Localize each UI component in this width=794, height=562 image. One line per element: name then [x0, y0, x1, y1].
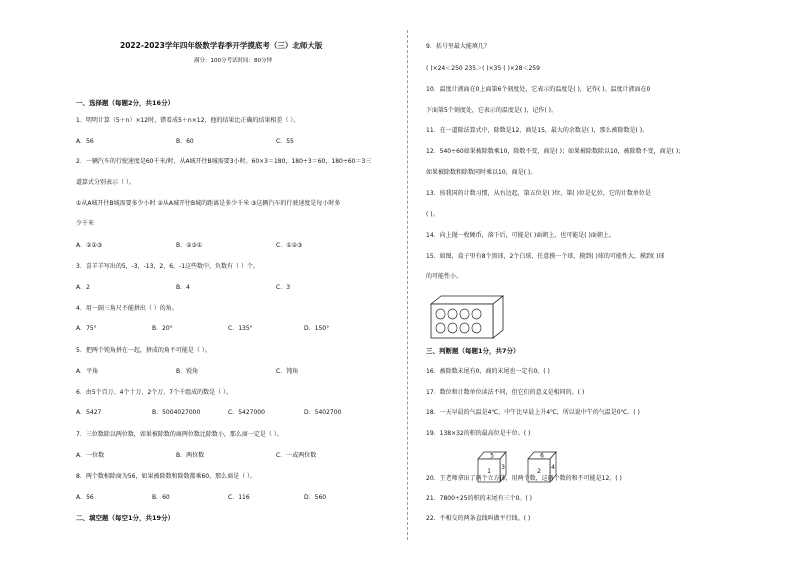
q3-option-a: A．2 — [76, 284, 90, 291]
q5-option-b: B．锐角 — [176, 368, 199, 375]
section-heading-judge: 三、判断题（每题1分，共7分） — [426, 347, 520, 355]
question-8: 8．两个数相除商为56，如果被除数和除数都乘60，那么商是（ ）。 — [76, 473, 256, 480]
question-20: 20．王老师拿出了两个立方体，用两个数，这两个数的和不可能是12。( ) — [426, 475, 622, 482]
q2-option-b: B．②③① — [176, 242, 203, 249]
q4-option-b: B．20° — [152, 325, 173, 332]
question-9-blanks: ( )×24＜250 235＞( )×35 ( )×28＜259 — [426, 65, 540, 72]
question-16: 16．被除数末尾有0，商的末尾也一定有0。( ) — [426, 368, 550, 375]
section-heading-choice: 一、选择题（每题2分，共16分） — [76, 99, 175, 107]
question-14: 14．向上抛一枚硬币，落下后，可能是( )面朝上，也可能是( )面朝上。 — [426, 232, 615, 239]
cube1-front-label: 1 — [487, 468, 491, 475]
q2-option-c: C．①②③ — [276, 242, 303, 249]
q6-option-c: C．5427000 — [228, 409, 265, 416]
question-12-line2: 如果被除数和除数同时乘以10，商是( )。 — [426, 169, 537, 176]
question-19: 19．138×32的积的最高位是千位。( ) — [426, 430, 531, 437]
page-divider — [407, 30, 408, 540]
question-15-line2: 的可能性小。 — [426, 273, 463, 280]
question-1: 1．明明计算（5＋n）×12时，错看成5＋n×12，他的结果比正确的结果相差（ ）。 — [76, 117, 300, 124]
q4-option-c: C．135° — [228, 325, 253, 332]
question-4: 4．用一副三角尺不能拼出（ ）的角。 — [76, 305, 178, 312]
question-5: 5．把两个钝角拼在一起，拼成的角不可能是（ ）。 — [76, 347, 211, 354]
q5-option-c: C．钝角 — [276, 368, 299, 375]
q1-option-b: B．60 — [176, 138, 194, 145]
cube1-side-label: 3 — [501, 464, 505, 471]
question-7: 7．三位数除以两位数，如果被除数的商两位数比除数小，那么商一定是（ ）。 — [76, 431, 283, 438]
q1-option-c: C．55 — [276, 138, 294, 145]
question-11: 11．在一道除法算式中，除数是12，商是15，最大的余数是( )，那么被除数是( )。 — [426, 127, 649, 134]
q1-option-a: A．56 — [76, 138, 94, 145]
question-2-line2: 道算式分别表示（ ）。 — [76, 179, 135, 186]
q2-option-a: A．②①③ — [76, 242, 103, 249]
q7-option-a: A．一位数 — [76, 452, 105, 459]
q3-option-b: B．4 — [176, 284, 190, 291]
q4-option-a: A．75° — [76, 325, 97, 332]
question-6: 6．由5个百万、4个十万、2个万、7个千组成的数是（ ）。 — [76, 389, 232, 396]
q6-option-d: D．5402700 — [304, 409, 342, 416]
q8-option-c: C．116 — [228, 494, 250, 501]
cube2-front-label: 2 — [537, 468, 541, 475]
q7-option-b: B．两位数 — [176, 452, 205, 459]
q8-option-b: B．60 — [152, 494, 170, 501]
q5-option-a: A．平角 — [76, 368, 99, 375]
question-22: 22．不相交的两条直线叫做平行线。( ) — [426, 515, 531, 522]
question-2-line3: ①从A城开往B城需要多少小时 ②从A城开往B城的距离是多少千米 ③这辆汽车的行驶速度是每小时多 — [76, 200, 341, 207]
q6-option-b: B．5004027000 — [152, 409, 201, 416]
q6-option-a: A．5427 — [76, 409, 102, 416]
q8-option-a: A．56 — [76, 494, 94, 501]
ball-box-illustration — [429, 294, 505, 340]
question-18: 18．一天早晨的气温是4℃，中午比早晨上升4℃，所以说中午的气温是0℃。( ) — [426, 409, 640, 416]
q4-option-d: D．150° — [304, 325, 330, 332]
q8-option-d: D．560 — [304, 494, 327, 501]
question-21: 21．7800÷25的积的末尾有三个0。( ) — [426, 495, 532, 502]
cube2-side-label: 4 — [551, 464, 555, 471]
exam-title: 2022-2023学年四年级数学春季开学摸底考（三）北师大版 — [120, 41, 323, 50]
question-2-line1: 2．一辆汽车的行驶速度是60千米/时，从A城开往B城需要3小时。60×3＝180，180÷3＝60，180÷60＝3三 — [76, 158, 372, 165]
q3-option-c: C．3 — [276, 284, 291, 291]
q7-option-c: C．一或两位数 — [276, 452, 317, 459]
question-12-line1: 12．540÷60如果被除数乘10，除数不变，商是( )；如果被除数除以10，被除数不变，商是( )； — [426, 148, 685, 155]
question-13-line1: 13．按我国的计数习惯，从右边起，第五位是( )位，第( )位是亿位，它的计数单位是 — [426, 190, 651, 197]
question-13-line2: ( )。 — [426, 211, 439, 218]
left-column — [76, 0, 400, 562]
question-17: 17．数位和计数单位读法不同，但它们的意义是相同的。( ) — [426, 389, 585, 396]
right-column — [414, 0, 770, 562]
cube1-top-label: 5 — [490, 452, 494, 460]
exam-subtitle: 满分：100分考试时间：80分钟 — [194, 58, 272, 64]
question-2-line4: 少千米 — [76, 220, 95, 227]
cube2-top-label: 6 — [540, 452, 544, 460]
question-15-line1: 15．如图，盒子里有8个黑球，2个白球，任意摸一个球，摸到( )球的可能性大，摸到( )球 — [426, 253, 665, 260]
section-heading-fill: 二、填空题（每空1分，共19分） — [76, 514, 175, 522]
question-9: 9．括号里最大能填几？ — [426, 43, 490, 50]
question-10-line2: 下面第5个刻度处，它表示的温度是( )，记作( )。 — [426, 107, 557, 114]
question-3: 3．喜羊羊写出的5，-3，-13，2，6，-1这些数中，负数有（ ）个。 — [76, 263, 259, 270]
question-10-line1: 10．温度计液面在0上面第6个刻度处，它表示的温度是( )，记作( )。温度计液面在0 — [426, 86, 651, 93]
